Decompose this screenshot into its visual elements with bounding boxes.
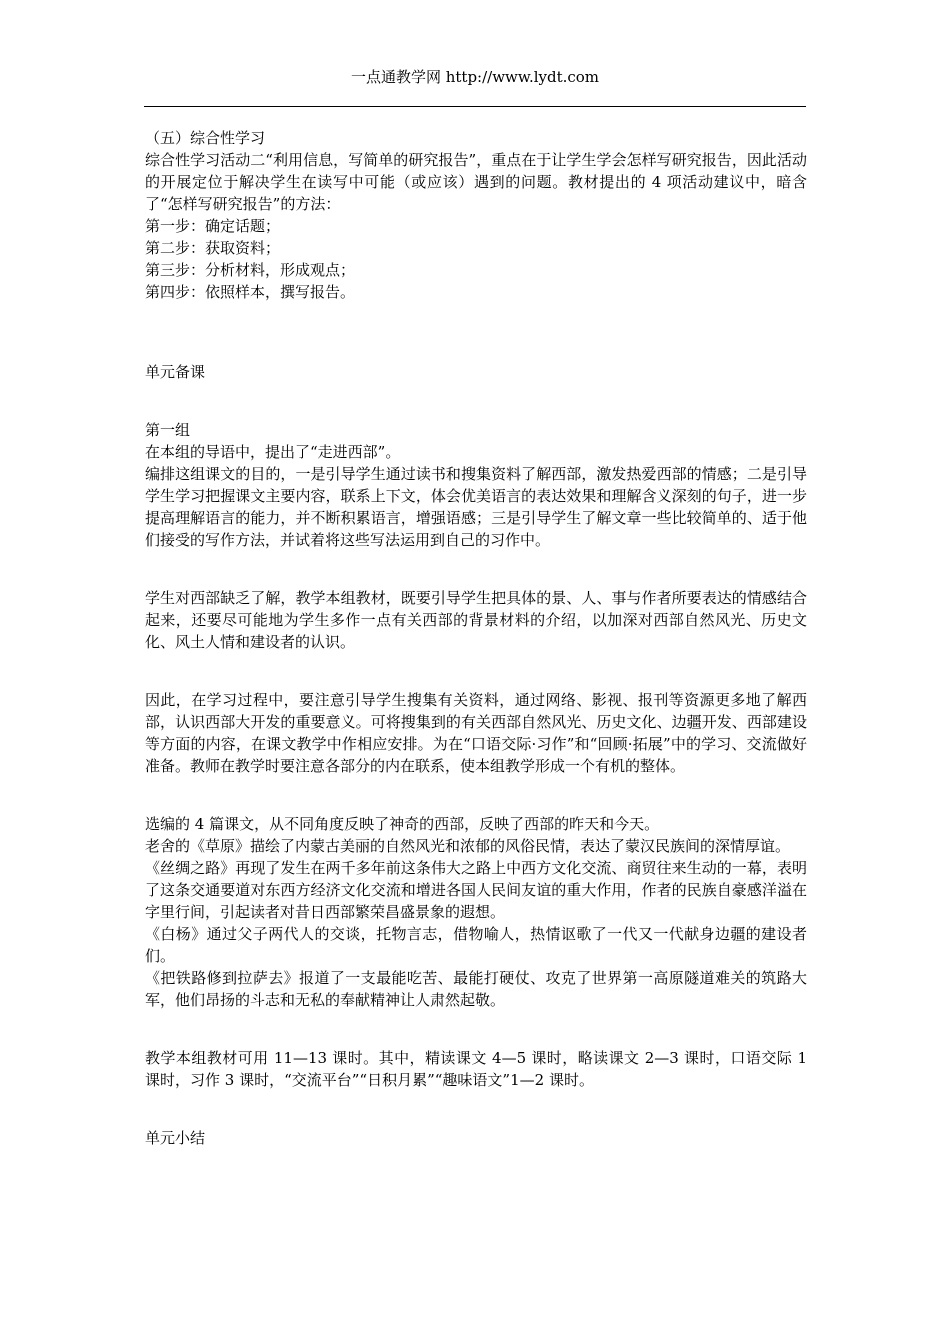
spacer bbox=[145, 799, 807, 813]
section-title: （五）综合性学习 bbox=[145, 129, 266, 147]
group-title: 第一组 bbox=[145, 421, 191, 439]
spacer bbox=[145, 383, 807, 405]
paragraph: 教学本组教材可用 11—13 课时。其中，精读课文 4—5 课时，略读课文 2—3 课时，口语交际 1 课时，习作 3 课时，“交流平台”“日积月累”“趣味语文”1—2 课时。 bbox=[145, 1049, 807, 1089]
spacer bbox=[145, 573, 807, 587]
paragraph: 在本组的导语中，提出了“走进西部”。 bbox=[145, 443, 401, 461]
spacer bbox=[145, 303, 807, 347]
spacer bbox=[145, 675, 807, 689]
paragraph: 选编的 4 篇课文，从不同角度反映了神奇的西部，反映了西部的昨天和今天。 bbox=[145, 815, 660, 833]
text-summary: 《把铁路修到拉萨去》报道了一支最能吃苦、最能打硬仗、攻克了世界第一高原隧道难关的筑路大军，他们昂扬的斗志和无私的奉献精神让人肃然起敬。 bbox=[145, 969, 807, 1009]
spacer bbox=[145, 1113, 807, 1127]
step-item: 第四步：依照样本，撰写报告。 bbox=[145, 283, 356, 301]
spacer bbox=[145, 405, 807, 419]
paragraph: 学生对西部缺乏了解，教学本组教材，既要引导学生把具体的景、人、事与作者所要表达的情感结合起来，还要尽可能地为学生多作一点有关西部的背景材料的介绍，以加深对西部自然风光、历史文化、风土人情和建设者的认识。 bbox=[145, 589, 807, 651]
spacer bbox=[145, 777, 807, 799]
spacer bbox=[145, 1011, 807, 1033]
spacer bbox=[145, 347, 807, 361]
paragraph: 因此，在学习过程中，要注意引导学生搜集有关资料，通过网络、影视、报刊等资源更多地了解西部，认识西部大开发的重要意义。可将搜集到的有关西部自然风光、历史文化、边疆开发、西部建设等方面的内容，在课文教学中作相应安排。为在“口语交际·习作”和“回顾·拓展”中的学习、交流做好准备。教师在教学时要注意各部分的内在联系，使本组教学形成一个有机的整体。 bbox=[145, 691, 807, 775]
paragraph: 综合性学习活动二“利用信息，写简单的研究报告”，重点在于让学生学会怎样写研究报告，因此活动的开展定位于解决学生在读写中可能（或应该）遇到的问题。教材提出的 4 项活动建议中，暗含了“怎样写研究报告”的方法： bbox=[145, 151, 807, 213]
spacer bbox=[145, 1091, 807, 1113]
page-header: 一点通教学网 http://www.lydt.com bbox=[350, 68, 600, 86]
paragraph: 编排这组课文的目的，一是引导学生通过读书和搜集资料了解西部，激发热爱西部的情感；二是引导学生学习把握课文主要内容，联系上下文，体会优美语言的表达效果和理解含义深刻的句子，进一步提高理解语言的能力，并不断积累语言，增强语感；三是引导学生了解文章一些比较简单的、适于他们接受的写作方法，并试着将这些写法运用到自己的习作中。 bbox=[145, 465, 807, 549]
spacer bbox=[145, 551, 807, 573]
step-item: 第三步：分析材料，形成观点； bbox=[145, 261, 356, 279]
spacer bbox=[145, 653, 807, 675]
header-divider bbox=[144, 106, 806, 107]
text-summary: 老舍的《草原》描绘了内蒙古美丽的自然风光和浓郁的风俗民情，表达了蒙汉民族间的深情厚谊。 bbox=[145, 837, 791, 855]
step-item: 第二步：获取资料； bbox=[145, 239, 281, 257]
section-heading: 单元备课 bbox=[145, 363, 206, 381]
text-summary: 《白杨》通过父子两代人的交谈，托物言志，借物喻人，热情讴歌了一代又一代献身边疆的建设者们。 bbox=[145, 925, 807, 965]
spacer bbox=[145, 1033, 807, 1047]
document-body bbox=[145, 127, 807, 1149]
step-item: 第一步：确定话题； bbox=[145, 217, 281, 235]
section-heading: 单元小结 bbox=[145, 1129, 206, 1147]
text-summary: 《丝绸之路》再现了发生在两千多年前这条伟大之路上中西方文化交流、商贸往来生动的一幕，表明了这条交通要道对东西方经济文化交流和增进各国人民间友谊的重大作用，作者的民族自豪感洋溢在字里行间，引起读者对昔日西部繁荣昌盛景象的遐想。 bbox=[145, 859, 807, 921]
